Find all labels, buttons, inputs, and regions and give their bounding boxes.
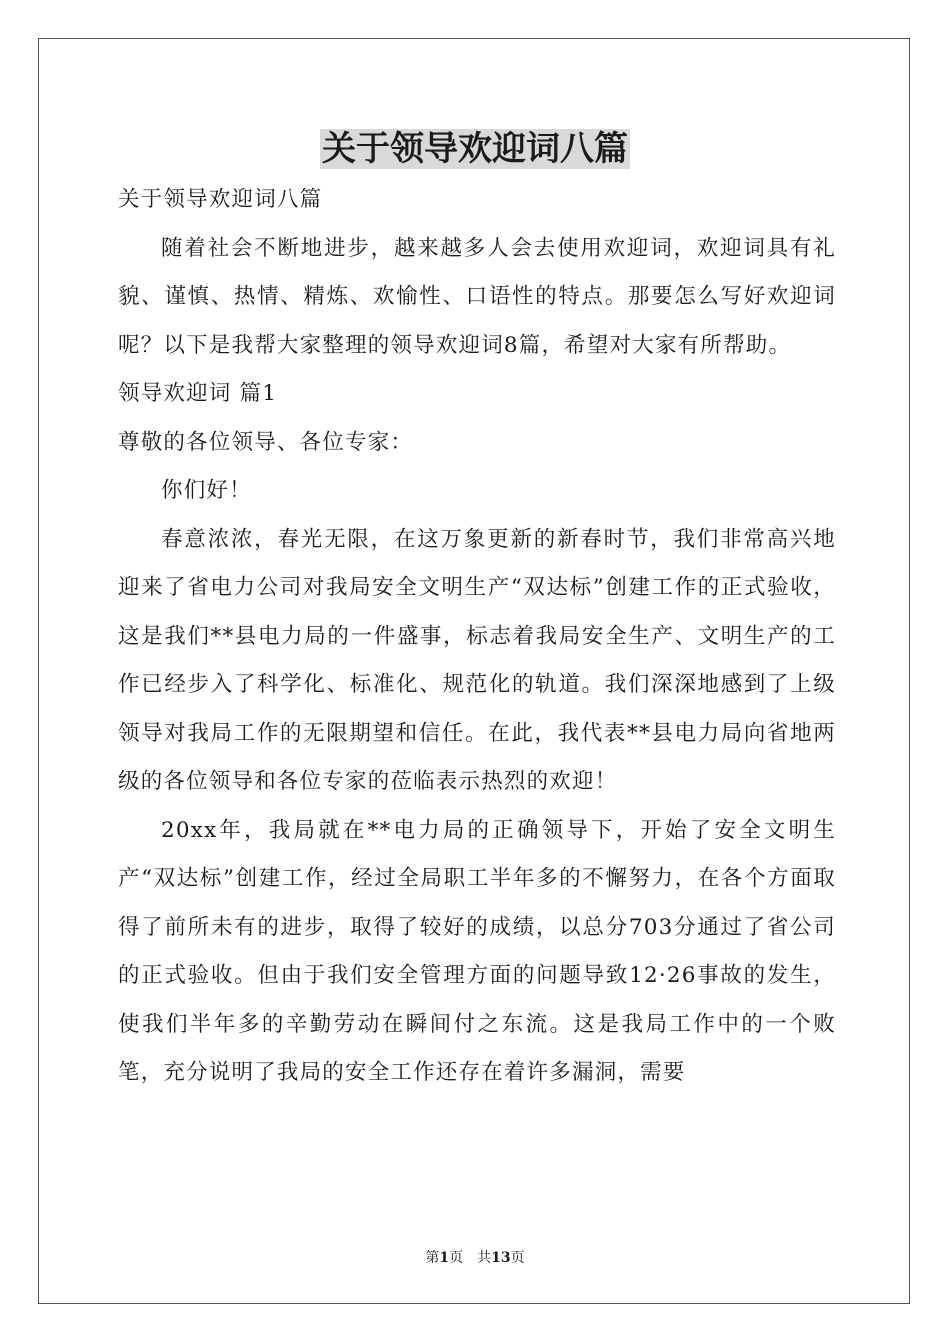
body-paragraph: 20xx年，我局就在**电力局的正确领导下，开始了安全文明生产“双达标”创建工作，经过全局职工半年多的不懈努力，在各个方面取得了前所未有的进步，取得了较好的成绩，以总分703分通过了省公司的正式验收。但由于我们安全管理方面的问题导致12·26事故的发生，使我们半年多的辛勤劳动在瞬间付之东流。这是我局工作中的一个败笔，充分说明了我局的安全工作还存在着许多漏洞，需要 — [118, 817, 836, 1085]
document-body — [118, 176, 836, 1098]
body-paragraph: 春意浓浓，春光无限，在这万象更新的新春时节，我们非常高兴地迎来了省电力公司对我局安全文明生产“双达标”创建工作的正式验收，这是我们**县电力局的一件盛事，标志着我局安全生产、文明生产的工作已经步入了科学化、标准化、规范化的轨道。我们深深地感到了上级领导对我局工作的无限期望和信任。在此，我代表**县电力局向省地两级的各位领导和各位专家的莅临表示热烈的欢迎！ — [118, 526, 836, 794]
footer-middle: 页 共 — [449, 1250, 492, 1266]
footer-suffix: 页 — [510, 1250, 525, 1266]
footer-total-pages: 13 — [491, 1250, 511, 1266]
document-title-text: 关于领导欢迎词八篇 — [322, 129, 628, 169]
subtitle-line: 关于领导欢迎词八篇 — [118, 187, 323, 212]
page-footer — [0, 1248, 950, 1268]
salutation: 尊敬的各位领导、各位专家： — [118, 429, 414, 455]
footer-prefix: 第 — [425, 1250, 440, 1266]
footer-page-number: 1 — [439, 1250, 450, 1266]
document-title — [0, 125, 950, 173]
greeting: 你们好！ — [161, 478, 252, 503]
section-heading: 领导欢迎词 篇1 — [118, 381, 278, 406]
intro-paragraph: 随着社会不断地进步，越来越多人会去使用欢迎词，欢迎词具有礼貌、谨慎、热情、精炼、欢愉性、口语性的特点。那要怎么写好欢迎词呢？以下是我帮大家整理的领导欢迎词8篇，希望对大家有所帮助。 — [118, 235, 836, 358]
